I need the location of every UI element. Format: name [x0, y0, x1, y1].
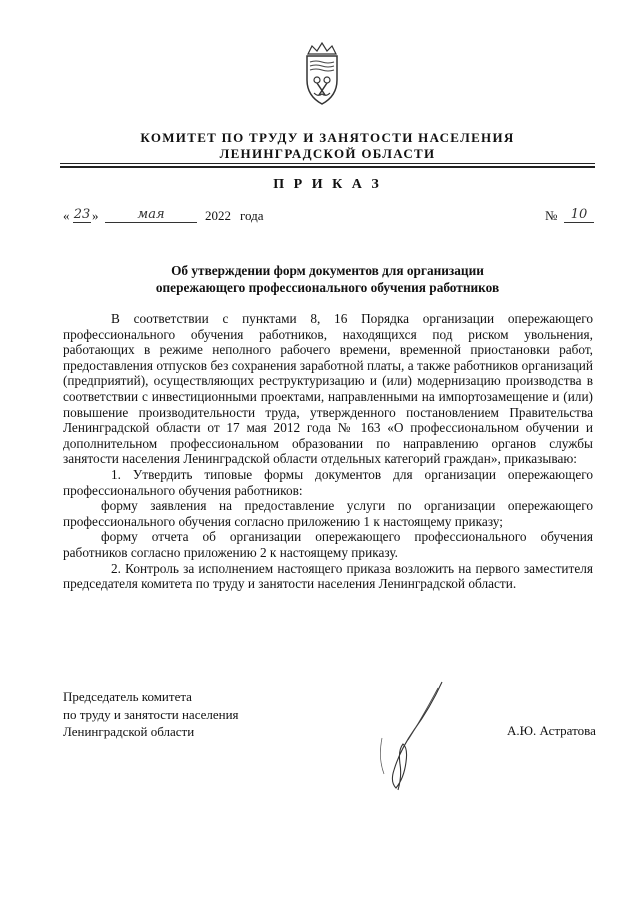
number-value: 10	[564, 208, 594, 223]
date-month: мая	[105, 208, 197, 223]
signer-position-line3: Ленинградской области	[63, 724, 195, 739]
number-sign: №	[545, 208, 558, 223]
organization-name-line2: ЛЕНИНГРАДСКОЙ ОБЛАСТИ	[219, 146, 436, 161]
header-divider	[60, 163, 595, 164]
date-day: 23	[73, 207, 91, 222]
signer-position	[63, 688, 239, 741]
signer-position-line2: по труду и занятости населения	[63, 706, 239, 722]
date-open-quote: «	[63, 208, 70, 223]
organization-name-line1: КОМИТЕТ ПО ТРУДУ И ЗАНЯТОСТИ НАСЕЛЕНИЯ	[140, 130, 515, 145]
heading-line1: Об утверждении форм документов для организации	[171, 263, 484, 278]
document-body	[63, 311, 593, 592]
coat-of-arms-icon	[298, 40, 346, 108]
body-paragraph: 1. Утвердить типовые формы документов для организации опережающего профессионального обучения работников:	[63, 466, 593, 498]
date-year-word: года	[240, 208, 264, 223]
signer-name: А.Ю. Астратова	[507, 723, 596, 738]
body-paragraph: В соответствии с пунктами 8, 16 Порядка организации опережающего профессионального обучения работников, находящихся под риском увольнения, работающих в режиме неполного рабочего времени, временной приостановки работ, предоставления отпусков без сохранения заработной платы, а также работников организаций (предприятий), осуществляющих реструктуризацию и (или) модернизацию производства в соответствии с инвестиционными проектами, направленными на импортозамещение и (или) повышение производительности труда, утвержденного постановлением Правительства Ленинградской области от 17 мая 2012 года № 163 «О профессиональном обучении и дополнительном профессиональном образовании по направлению органов службы занятости населения Ленинградской области отдельных категорий граждан», приказываю:	[63, 311, 593, 467]
body-paragraph: форму отчета об организации опережающего профессионального обучения работников согласно приложению 2 к настоящему приказу.	[63, 529, 593, 560]
heading-line2: опережающего профессионального обучения работников	[155, 280, 500, 295]
handwritten-signature	[370, 678, 450, 798]
body-paragraph: 2. Контроль за исполнением настоящего приказа возложить на первого заместителя председателя комитета по труду и занятости населения Ленинградской области.	[63, 560, 593, 592]
body-paragraph: форму заявления на предоставление услуги по организации опережающего профессионального обучения согласно приложению 1 к настоящему приказу;	[63, 498, 593, 529]
document-title: П Р И К А З	[273, 177, 382, 192]
header-divider-thick	[60, 166, 595, 168]
date-year: 2022	[205, 208, 231, 223]
signer-position-line1: Председатель комитета	[63, 689, 192, 704]
document-heading	[60, 262, 595, 296]
date-close-quote: »	[92, 208, 99, 223]
